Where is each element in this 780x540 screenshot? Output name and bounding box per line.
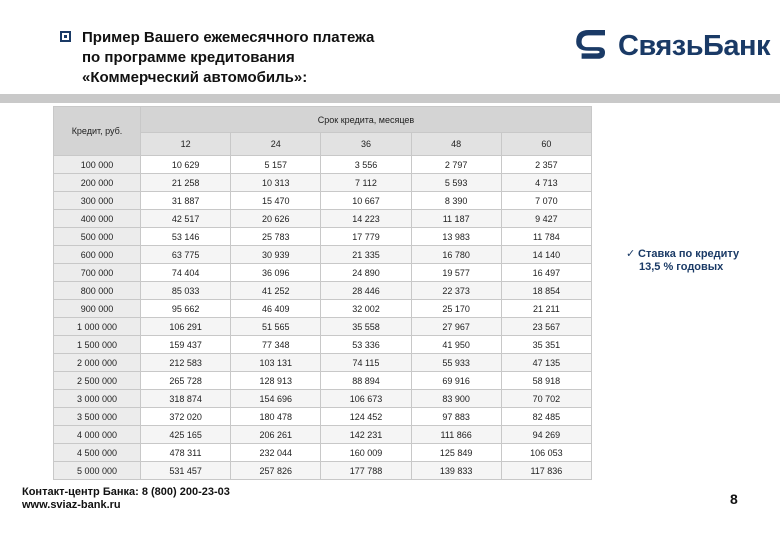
payment-cell: 180 478 [231, 408, 321, 426]
credit-amount-cell: 400 000 [54, 210, 141, 228]
credit-amount-cell: 1 000 000 [54, 318, 141, 336]
table-row [54, 192, 592, 210]
payment-cell: 25 170 [411, 300, 501, 318]
logo-text: СвязьБанк [618, 29, 771, 62]
payment-cell: 257 826 [231, 462, 321, 480]
payment-cell: 17 779 [321, 228, 411, 246]
payment-cell: 42 517 [141, 210, 231, 228]
table-row [54, 264, 592, 282]
table-row [54, 354, 592, 372]
table-row [54, 444, 592, 462]
payment-cell: 23 567 [501, 318, 591, 336]
credit-amount-cell: 700 000 [54, 264, 141, 282]
title-line-1: Пример Вашего ежемесячного платежа [82, 29, 375, 46]
payment-cell: 125 849 [411, 444, 501, 462]
payment-cell: 11 187 [411, 210, 501, 228]
checkmark-icon: ✓ [626, 248, 636, 260]
table-body [54, 156, 592, 480]
payment-cell: 18 854 [501, 282, 591, 300]
payment-cell: 103 131 [231, 354, 321, 372]
payment-cell: 58 918 [501, 372, 591, 390]
payment-cell: 7 112 [321, 174, 411, 192]
payment-cell: 41 252 [231, 282, 321, 300]
payment-cell: 117 836 [501, 462, 591, 480]
table-row [54, 246, 592, 264]
payment-cell: 19 577 [411, 264, 501, 282]
credit-amount-cell: 600 000 [54, 246, 141, 264]
corner-header: Кредит, руб. [54, 107, 141, 156]
payment-cell: 11 784 [501, 228, 591, 246]
payment-cell: 53 146 [141, 228, 231, 246]
payment-cell: 124 452 [321, 408, 411, 426]
payment-cell: 142 231 [321, 426, 411, 444]
payment-cell: 9 427 [501, 210, 591, 228]
table-row [54, 372, 592, 390]
payment-cell: 128 913 [231, 372, 321, 390]
payment-cell: 212 583 [141, 354, 231, 372]
payment-cell: 83 900 [411, 390, 501, 408]
contact-phone: Контакт-центр Банка: 8 (800) 200-23-03 [22, 486, 230, 498]
credit-amount-cell: 900 000 [54, 300, 141, 318]
payment-cell: 41 950 [411, 336, 501, 354]
payment-cell: 5 593 [411, 174, 501, 192]
term-span-header: Срок кредита, месяцев [141, 107, 592, 133]
payment-cell: 106 673 [321, 390, 411, 408]
payment-cell: 30 939 [231, 246, 321, 264]
payment-cell: 139 833 [411, 462, 501, 480]
table-row [54, 462, 592, 480]
table-row [54, 318, 592, 336]
term-header: 60 [501, 133, 591, 156]
payment-cell: 3 556 [321, 156, 411, 174]
table-row [54, 408, 592, 426]
payment-cell: 28 446 [321, 282, 411, 300]
payment-cell: 2 797 [411, 156, 501, 174]
title-line-3: «Коммерческий автомобиль»: [82, 69, 308, 86]
payment-cell: 8 390 [411, 192, 501, 210]
payment-cell: 77 348 [231, 336, 321, 354]
payment-cell: 318 874 [141, 390, 231, 408]
payment-cell: 154 696 [231, 390, 321, 408]
payment-cell: 10 629 [141, 156, 231, 174]
credit-amount-cell: 3 500 000 [54, 408, 141, 426]
table-row [54, 156, 592, 174]
payment-cell: 10 313 [231, 174, 321, 192]
payment-cell: 7 070 [501, 192, 591, 210]
payment-cell: 35 351 [501, 336, 591, 354]
interest-rate-note [626, 248, 776, 274]
payment-cell: 160 009 [321, 444, 411, 462]
svyaz-bank-logo-icon [576, 27, 610, 65]
payment-cell: 159 437 [141, 336, 231, 354]
credit-amount-cell: 800 000 [54, 282, 141, 300]
credit-amount-cell: 200 000 [54, 174, 141, 192]
payment-cell: 70 702 [501, 390, 591, 408]
payment-cell: 25 783 [231, 228, 321, 246]
table-row [54, 426, 592, 444]
credit-amount-cell: 3 000 000 [54, 390, 141, 408]
note-line-1: Ставка по кредиту [638, 248, 740, 260]
payment-cell: 16 497 [501, 264, 591, 282]
payment-cell: 478 311 [141, 444, 231, 462]
payment-cell: 47 135 [501, 354, 591, 372]
payment-cell: 21 211 [501, 300, 591, 318]
table-row [54, 174, 592, 192]
payment-cell: 82 485 [501, 408, 591, 426]
checkbox-bullet-icon [60, 31, 71, 42]
payment-cell: 63 775 [141, 246, 231, 264]
title-line-2: по программе кредитования [82, 49, 295, 66]
bank-logo [576, 26, 770, 66]
footer-contact [22, 486, 230, 512]
table-row [54, 300, 592, 318]
payment-cell: 74 404 [141, 264, 231, 282]
payment-cell: 16 780 [411, 246, 501, 264]
payment-cell: 10 667 [321, 192, 411, 210]
payment-cell: 95 662 [141, 300, 231, 318]
payment-cell: 106 291 [141, 318, 231, 336]
credit-amount-cell: 2 000 000 [54, 354, 141, 372]
payment-cell: 15 470 [231, 192, 321, 210]
payment-cell: 111 866 [411, 426, 501, 444]
payment-cell: 46 409 [231, 300, 321, 318]
payment-cell: 35 558 [321, 318, 411, 336]
payment-cell: 372 020 [141, 408, 231, 426]
payment-cell: 265 728 [141, 372, 231, 390]
table-row [54, 390, 592, 408]
table-row [54, 282, 592, 300]
website-link[interactable]: www.sviaz-bank.ru [22, 499, 121, 511]
payment-cell: 14 223 [321, 210, 411, 228]
term-header: 12 [141, 133, 231, 156]
credit-amount-cell: 5 000 000 [54, 462, 141, 480]
payment-cell: 69 916 [411, 372, 501, 390]
payment-cell: 94 269 [501, 426, 591, 444]
credit-amount-cell: 1 500 000 [54, 336, 141, 354]
payment-cell: 24 890 [321, 264, 411, 282]
payment-table [53, 106, 592, 480]
credit-amount-cell: 100 000 [54, 156, 141, 174]
credit-amount-cell: 4 500 000 [54, 444, 141, 462]
payment-cell: 32 002 [321, 300, 411, 318]
payment-table-container [53, 106, 592, 480]
credit-amount-cell: 4 000 000 [54, 426, 141, 444]
payment-cell: 5 157 [231, 156, 321, 174]
payment-cell: 97 883 [411, 408, 501, 426]
payment-cell: 53 336 [321, 336, 411, 354]
table-row [54, 336, 592, 354]
credit-amount-cell: 2 500 000 [54, 372, 141, 390]
payment-cell: 425 165 [141, 426, 231, 444]
payment-cell: 21 335 [321, 246, 411, 264]
payment-cell: 74 115 [321, 354, 411, 372]
payment-cell: 531 457 [141, 462, 231, 480]
table-row [54, 210, 592, 228]
payment-cell: 88 894 [321, 372, 411, 390]
payment-cell: 20 626 [231, 210, 321, 228]
payment-cell: 232 044 [231, 444, 321, 462]
payment-cell: 177 788 [321, 462, 411, 480]
payment-cell: 27 967 [411, 318, 501, 336]
payment-cell: 14 140 [501, 246, 591, 264]
term-header: 24 [231, 133, 321, 156]
note-line-2: 13,5 % годовых [639, 261, 724, 273]
term-header: 48 [411, 133, 501, 156]
credit-amount-cell: 300 000 [54, 192, 141, 210]
term-header: 36 [321, 133, 411, 156]
payment-cell: 21 258 [141, 174, 231, 192]
page-number: 8 [730, 491, 738, 507]
payment-cell: 206 261 [231, 426, 321, 444]
payment-cell: 13 983 [411, 228, 501, 246]
payment-cell: 55 933 [411, 354, 501, 372]
payment-cell: 106 053 [501, 444, 591, 462]
payment-cell: 2 357 [501, 156, 591, 174]
payment-cell: 4 713 [501, 174, 591, 192]
payment-cell: 22 373 [411, 282, 501, 300]
table-row [54, 228, 592, 246]
payment-cell: 31 887 [141, 192, 231, 210]
slide-title [62, 28, 462, 88]
header-divider [0, 94, 780, 103]
payment-cell: 36 096 [231, 264, 321, 282]
payment-cell: 85 033 [141, 282, 231, 300]
payment-cell: 51 565 [231, 318, 321, 336]
credit-amount-cell: 500 000 [54, 228, 141, 246]
